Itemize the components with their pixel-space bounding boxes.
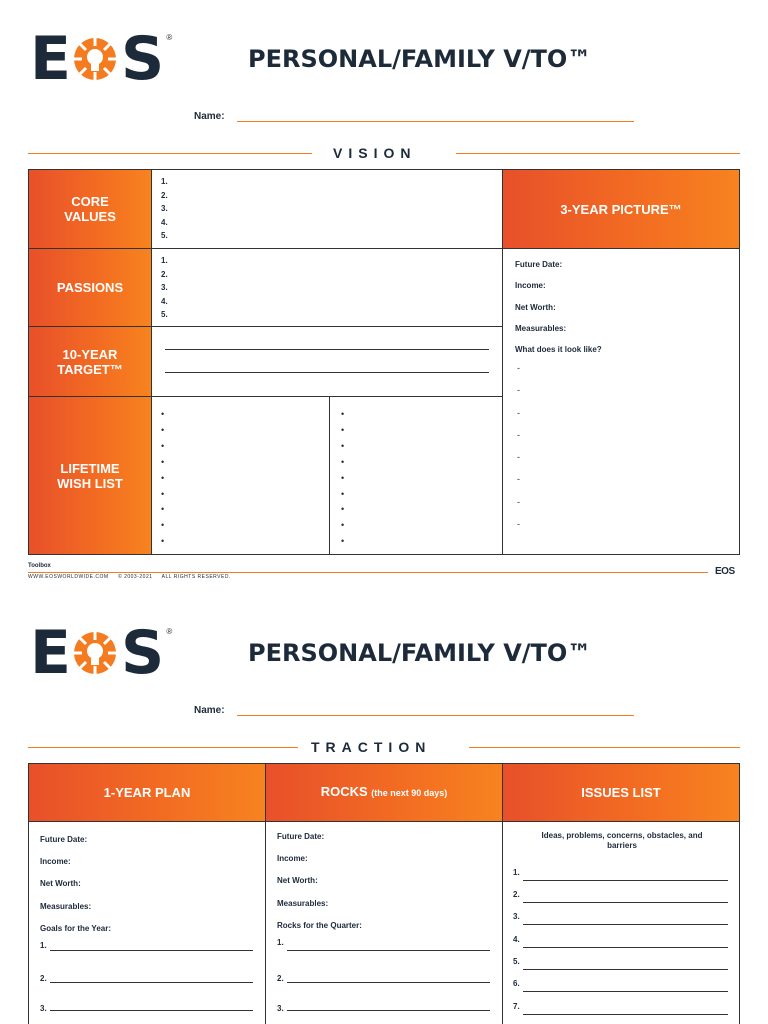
goal-number: 1. bbox=[40, 941, 47, 950]
rocks-header: ROCKS (the next 90 days) bbox=[265, 763, 503, 822]
bullet: • bbox=[341, 536, 345, 547]
rock-line bbox=[287, 999, 490, 1011]
list-item: 2. bbox=[161, 269, 168, 279]
issue-number: 1. bbox=[513, 868, 520, 877]
wish-list-right-cell[interactable] bbox=[329, 396, 503, 555]
net-worth-label: Net Worth: bbox=[40, 879, 81, 889]
rocks-quarter-label: Rocks for the Quarter: bbox=[277, 920, 362, 930]
page-title: PERSONAL/FAMILY V/TO™ bbox=[248, 639, 592, 667]
wish-list-right-bullets bbox=[341, 407, 344, 550]
section-rule-left bbox=[28, 153, 312, 154]
bullet: • bbox=[341, 409, 345, 419]
future-date-label: Future Date: bbox=[515, 260, 563, 269]
bullet: • bbox=[341, 520, 345, 531]
goals-label: Goals for the Year: bbox=[40, 923, 111, 933]
lightbulb-icon bbox=[72, 630, 118, 676]
dash: - bbox=[517, 363, 520, 373]
core-values-cell[interactable] bbox=[151, 169, 503, 249]
list-item: 2. bbox=[161, 190, 168, 200]
one-year-labels bbox=[40, 829, 111, 940]
three-year-picture-header: 3-YEAR PICTURE™ bbox=[502, 169, 740, 249]
issue-line bbox=[523, 891, 728, 903]
core-values-list bbox=[161, 175, 168, 243]
bullet: • bbox=[161, 440, 165, 451]
target-line-2 bbox=[165, 372, 489, 373]
dash: - bbox=[517, 407, 520, 418]
issue-line bbox=[523, 936, 728, 948]
ten-year-target-header: 10-YEAR TARGET™ bbox=[28, 326, 152, 397]
bullet: • bbox=[341, 488, 345, 499]
lightbulb-icon bbox=[72, 36, 118, 82]
bullet: • bbox=[161, 456, 165, 467]
logo-letter-s: S bbox=[121, 618, 163, 688]
goal-line bbox=[50, 939, 253, 951]
issue-number: 4. bbox=[513, 935, 520, 944]
passions-cell[interactable] bbox=[151, 248, 503, 327]
section-rule-left bbox=[28, 747, 298, 748]
logo-letter-s: S bbox=[121, 24, 163, 94]
net-worth-label: Net Worth: bbox=[515, 302, 556, 312]
measurables-label: Measurables: bbox=[277, 898, 329, 908]
issue-number: 2. bbox=[513, 890, 520, 899]
registered-mark: ® bbox=[166, 33, 173, 42]
rock-line bbox=[287, 939, 490, 951]
section-title-vision: VISION bbox=[333, 145, 417, 161]
bullet: • bbox=[161, 424, 165, 435]
eos-logo bbox=[30, 618, 173, 688]
issue-line bbox=[523, 1003, 728, 1015]
income-label: Income: bbox=[277, 854, 308, 864]
one-year-plan-header: 1-YEAR PLAN bbox=[28, 763, 266, 822]
issue-line bbox=[523, 869, 728, 881]
logo-letter-e: E bbox=[30, 24, 69, 94]
goal-line bbox=[50, 999, 253, 1011]
list-item: 4. bbox=[161, 217, 168, 227]
list-item: 4. bbox=[161, 296, 168, 306]
goal-line bbox=[50, 971, 253, 983]
issue-number: 7. bbox=[513, 1002, 520, 1011]
issue-line bbox=[523, 980, 728, 992]
eos-logo bbox=[30, 24, 173, 94]
bullet: • bbox=[161, 488, 165, 499]
rock-line bbox=[287, 971, 490, 983]
bullet: • bbox=[161, 536, 165, 547]
bullet: • bbox=[341, 504, 345, 515]
page-title: PERSONAL/FAMILY V/TO™ bbox=[248, 45, 592, 73]
bullet: • bbox=[341, 440, 345, 451]
passions-list bbox=[161, 254, 168, 322]
measurables-label: Measurables: bbox=[40, 901, 92, 911]
section-rule-right bbox=[456, 153, 740, 154]
list-item: 1. bbox=[161, 177, 168, 186]
footer-website: WWW.EOSWORLDWIDE.COM © 2003-2021 ALL RIGHTS RESERVED. bbox=[28, 574, 231, 580]
bullet: • bbox=[341, 456, 345, 467]
issues-list-header: ISSUES LIST bbox=[502, 763, 740, 822]
name-label: Name: bbox=[194, 111, 225, 122]
dash: - bbox=[517, 474, 520, 485]
dash: - bbox=[517, 519, 520, 530]
registered-mark: ® bbox=[166, 627, 173, 636]
wish-list-left-cell[interactable] bbox=[151, 396, 330, 555]
bullet: • bbox=[341, 472, 345, 483]
issues-list-cell[interactable] bbox=[502, 821, 740, 1024]
rock-number: 2. bbox=[277, 974, 284, 983]
rocks-labels bbox=[277, 826, 362, 937]
name-label: Name: bbox=[194, 705, 225, 716]
three-year-dashes bbox=[517, 357, 520, 535]
footer-rule bbox=[28, 572, 708, 573]
future-date-label: Future Date: bbox=[40, 835, 88, 844]
future-date-label: Future Date: bbox=[277, 832, 325, 841]
issue-line bbox=[523, 913, 728, 925]
section-rule-right bbox=[469, 747, 740, 748]
rock-number: 3. bbox=[277, 1004, 284, 1013]
dash: - bbox=[517, 496, 520, 507]
list-item: 5. bbox=[161, 231, 168, 241]
rock-number: 1. bbox=[277, 938, 284, 947]
list-item: 3. bbox=[161, 283, 168, 293]
wish-list-left-bullets bbox=[161, 407, 164, 550]
income-label: Income: bbox=[40, 857, 71, 867]
what-look-like-label: What does it look like? bbox=[515, 345, 602, 355]
goal-number: 2. bbox=[40, 974, 47, 983]
three-year-labels bbox=[515, 254, 602, 360]
target-line-1 bbox=[165, 349, 489, 350]
issue-number: 5. bbox=[513, 957, 520, 966]
passions-header: PASSIONS bbox=[28, 248, 152, 327]
mini-eos-logo: EOS bbox=[715, 566, 735, 577]
bullet: • bbox=[161, 409, 165, 419]
logo-letter-e: E bbox=[30, 618, 69, 688]
rocks-cell[interactable] bbox=[265, 821, 503, 1024]
list-item: 3. bbox=[161, 204, 168, 214]
lifetime-wish-list-header: LIFETIME WISH LIST bbox=[28, 396, 152, 555]
name-field[interactable] bbox=[237, 108, 634, 122]
ten-year-target-cell[interactable] bbox=[151, 326, 503, 397]
measurables-label: Measurables: bbox=[515, 323, 567, 333]
net-worth-label: Net Worth: bbox=[277, 876, 318, 886]
dash: - bbox=[517, 429, 520, 440]
issue-line bbox=[523, 958, 728, 970]
three-year-picture-cell[interactable] bbox=[502, 248, 740, 555]
dash: - bbox=[517, 452, 520, 463]
section-title-traction: TRACTION bbox=[311, 739, 432, 755]
issue-number: 3. bbox=[513, 912, 520, 921]
bullet: • bbox=[161, 504, 165, 515]
one-year-plan-cell[interactable] bbox=[28, 821, 266, 1024]
income-label: Income: bbox=[515, 281, 546, 291]
footer-toolbox: Toolbox bbox=[28, 563, 51, 569]
issue-number: 6. bbox=[513, 979, 520, 988]
bullet: • bbox=[341, 424, 345, 435]
goal-number: 3. bbox=[40, 1004, 47, 1013]
list-item: 1. bbox=[161, 256, 168, 265]
issues-subtitle: Ideas, problems, concerns, obstacles, and barriers bbox=[541, 831, 703, 850]
bullet: • bbox=[161, 472, 165, 483]
bullet: • bbox=[161, 520, 165, 531]
dash: - bbox=[517, 385, 520, 396]
name-field[interactable] bbox=[237, 702, 634, 716]
list-item: 5. bbox=[161, 310, 168, 320]
core-values-header: CORE VALUES bbox=[28, 169, 152, 249]
